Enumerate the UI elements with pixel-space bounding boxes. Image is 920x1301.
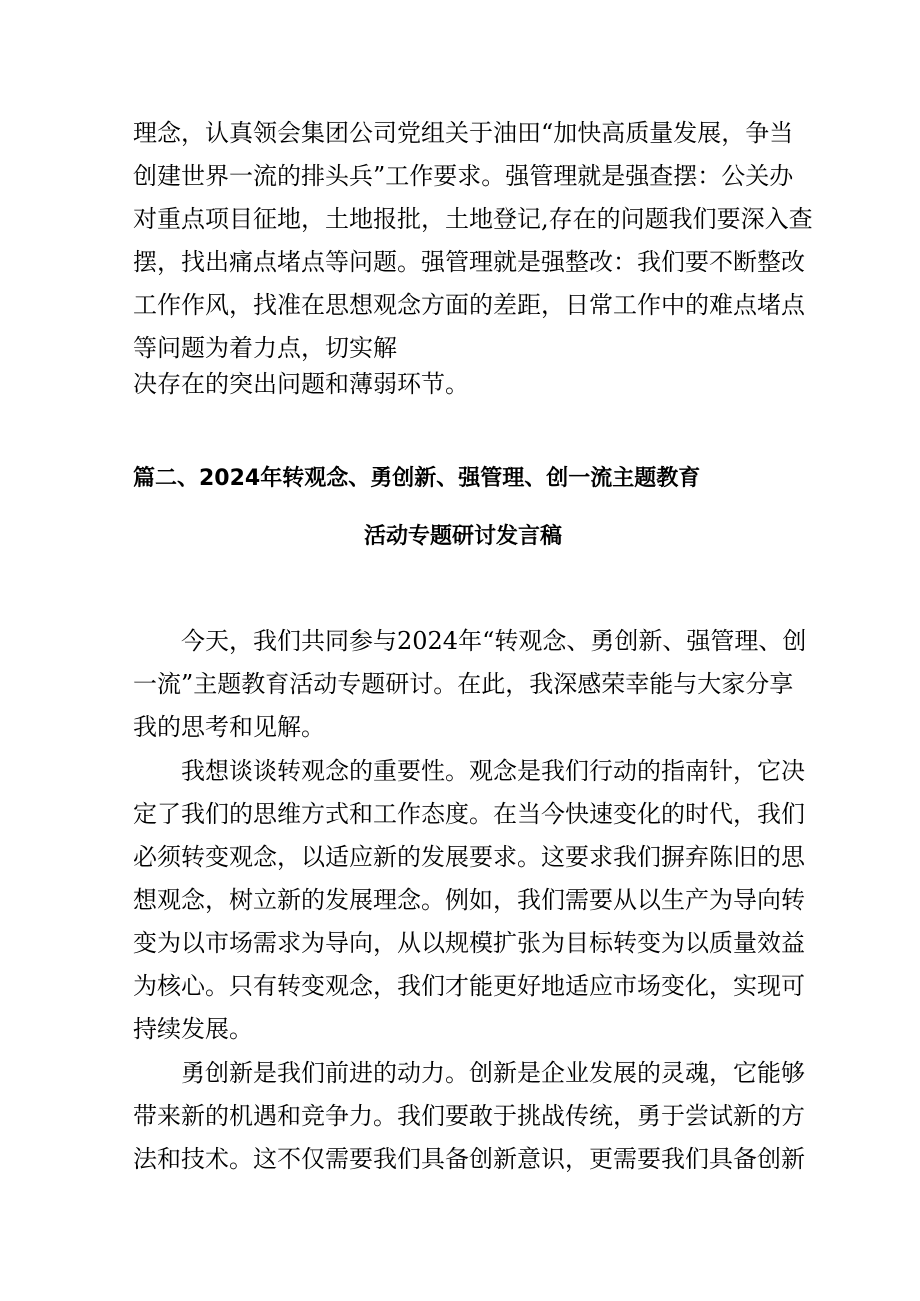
- text-line: 决存在的突出问题和薄弱环节。: [133, 370, 469, 398]
- text-line: 摆，找出痛点堵点等问题。强管理就是强整改：我们要不断整改: [133, 248, 805, 276]
- text-line: 必须转变观念，以适应新的发展要求。这要求我们摒弃陈旧的思: [133, 843, 805, 871]
- continued-paragraph: [133, 112, 813, 398]
- text-line: 持续发展。: [133, 1015, 253, 1043]
- paragraph-change-mindset: [133, 750, 805, 1051]
- text-line: 勇创新是我们前进的动力。创新是企业发展的灵魂，它能够: [181, 1059, 805, 1087]
- text-line: 工作作风，找准在思想观念方面的差距，日常工作中的难点堵点: [133, 291, 805, 319]
- text-line: 对重点项目征地，土地报批，土地登记,存在的问题我们要深入查: [133, 205, 813, 233]
- section-title: 篇二、2024年转观念、勇创新、强管理、创一流主题教育: [133, 466, 701, 491]
- text-line: 带来新的机遇和竞争力。我们要敢于挑战传统，勇于尝试新的方: [133, 1102, 805, 1130]
- text-line: 定了我们的思维方式和工作态度。在当今快速变化的时代，我们: [133, 800, 805, 828]
- text-line: 我的思考和见解。: [133, 713, 325, 741]
- text-line: 为核心。只有转变观念，我们才能更好地适应市场变化，实现可: [133, 972, 805, 1000]
- text-line: 想观念，树立新的发展理念。例如，我们需要从以生产为导向转: [133, 886, 805, 914]
- section-title-continued: 活动专题研讨发言稿: [363, 524, 562, 549]
- text-line: 等问题为着力点，切实解: [133, 334, 397, 362]
- paragraph-innovation: [133, 1052, 805, 1181]
- paragraph-intro: [133, 620, 807, 749]
- text-line: 变为以市场需求为导向，从以规模扩张为目标转变为以质量效益: [133, 929, 805, 957]
- text-line: 创建世界一流的排头兵”工作要求。强管理就是强查摆：公关办: [133, 162, 794, 190]
- text-line: 我想谈谈转观念的重要性。观念是我们行动的指南针，它决: [181, 757, 805, 785]
- text-line: 法和技术。这不仅需要我们具备创新意识，更需要我们具备创新: [133, 1145, 805, 1173]
- text-line: 今天，我们共同参与2024年“转观念、勇创新、强管理、创: [181, 627, 807, 655]
- body-text: [133, 620, 807, 1182]
- text-line: 理念，认真领会集团公司党组关于油田“加快高质量发展，争当: [133, 119, 794, 147]
- text-line: 一流”主题教育活动专题研讨。在此，我深感荣幸能与大家分享: [133, 670, 794, 698]
